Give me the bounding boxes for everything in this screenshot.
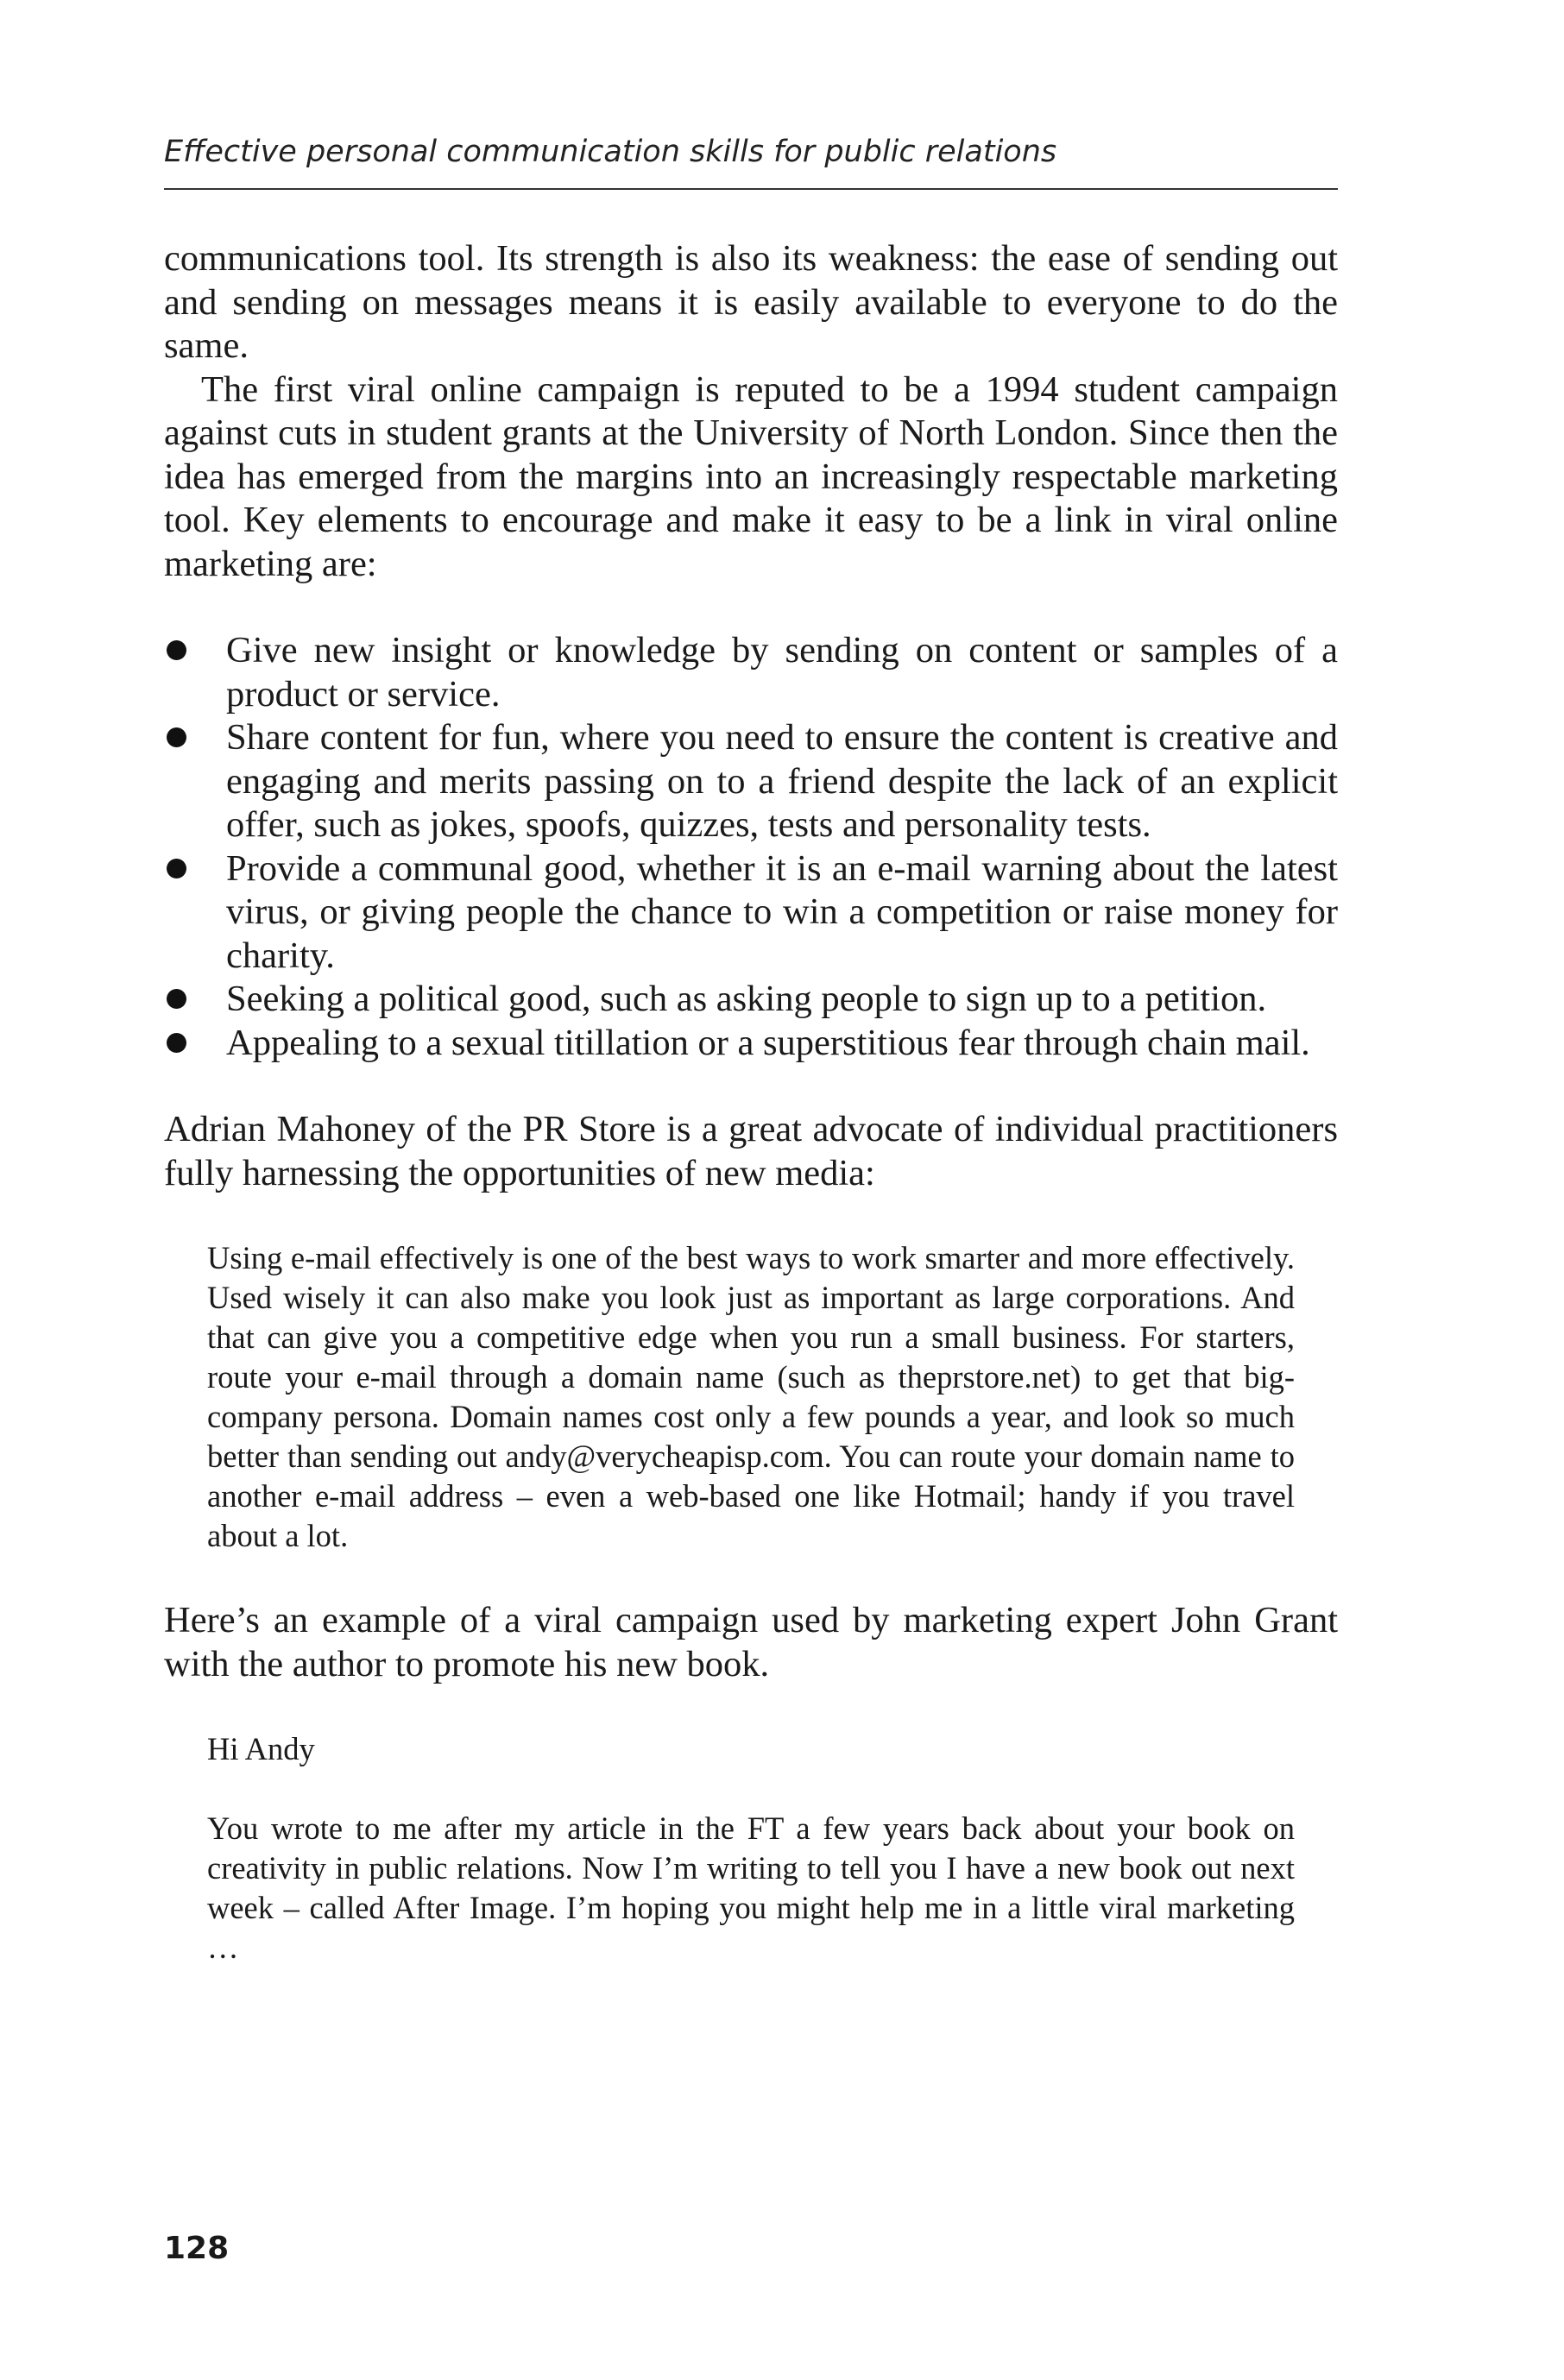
paragraph-mahoney: Adrian Mahoney of the PR Store is a great advocate of individual practitioners fully harnessing the opportunities of new media: [164, 1109, 1338, 1193]
bullet-icon [167, 640, 186, 660]
list-item [164, 978, 1338, 1022]
bullet-icon [167, 727, 186, 747]
letter-excerpt [207, 1729, 1295, 1968]
bullet-icon [167, 989, 186, 1009]
list-item [164, 629, 1338, 716]
bullet-icon [167, 859, 186, 878]
letter-body: You wrote to me after my article in the FT a few years back about your book on creativity in public relations. Now I’m writing to tell you I have a new book out next week – called After Image. I’m hoping you might help me in a little viral marketing … [207, 1810, 1295, 1965]
list-item [164, 847, 1338, 979]
running-head: Effective personal communication skills for public relations [164, 135, 1057, 169]
paragraph-viral-example: Here’s an example of a viral campaign used by marketing expert John Grant with the author to promote his new book. [164, 1600, 1338, 1684]
paragraph-viral-campaign: The first viral online campaign is reputed to be a 1994 student campaign against cuts in student grants at the University of North London. Since then the idea has emerged from the margins into an increasingly respectable marketing tool. Key elements to encourage and make it easy to be a link in viral online marketing are: [164, 368, 1338, 584]
letter-greeting: Hi Andy [207, 1731, 315, 1766]
list-item-text: Give new insight or knowledge by sending on content or samples of a product or service. [226, 630, 1338, 715]
list-item-text: Share content for fun, where you need to ensure the content is creative and engaging and merits passing on to a friend despite the lack of an explicit offer, such as jokes, spoofs, quizzes, tests and personality tests. [226, 717, 1338, 845]
bullet-list [164, 629, 1338, 1065]
block-quote-mahoney: Using e-mail effectively is one of the best ways to work smarter and more effectively. Used wisely it can also make you look just as important as large corporations. And that can give you a competitive edge when you run a small business. For starters, route your e-mail through a domain name (such as theprstore.net) to get that big-company persona. Domain names cost only a few pounds a year, and look so much better than sending out andy@verycheapisp.com. You can route your domain name to another e-mail address – even a web-based one like Hotmail; handy if you travel about a lot. [207, 1240, 1295, 1553]
header-rule [164, 188, 1338, 190]
list-item-text: Appealing to a sexual titillation or a superstitious fear through chain mail. [226, 1022, 1310, 1063]
bullet-icon [167, 1033, 186, 1053]
list-item [164, 716, 1338, 847]
main-text [164, 237, 1338, 1968]
page-number: 128 [164, 2231, 230, 2266]
paragraph-continuation: communications tool. Its strength is also its weakness: the ease of sending out and sending on messages means it is easily available to everyone to do the same. [164, 238, 1338, 366]
list-item [164, 1022, 1338, 1066]
list-item-text: Seeking a political good, such as asking people to sign up to a petition. [226, 979, 1267, 1019]
list-item-text: Provide a communal good, whether it is an e-mail warning about the latest virus, or giving people the chance to win a competition or raise money for charity. [226, 847, 1338, 976]
